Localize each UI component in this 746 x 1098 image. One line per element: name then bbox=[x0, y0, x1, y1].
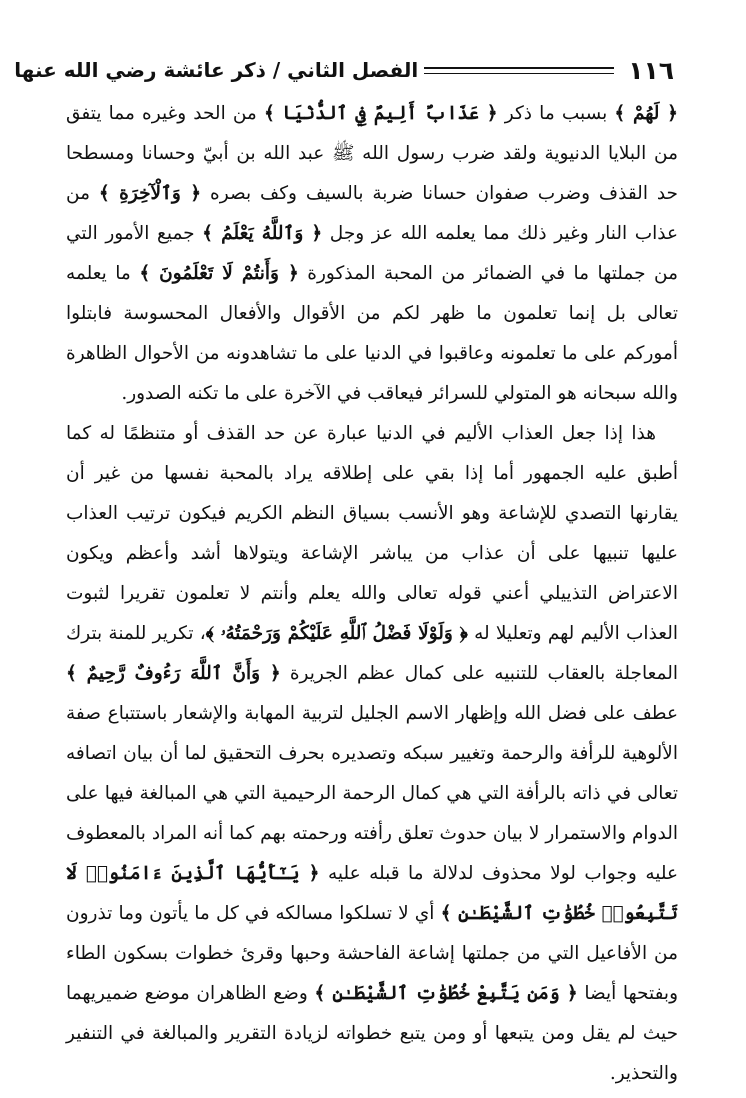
quran-quote: ﴿ وَٱلْآخِرَةِ ﴾ bbox=[98, 183, 202, 204]
text-run: هذا إذا جعل العذاب الأليم في الدنيا عبارة عن حد القذف أو متنظمًا له كما أطبق عليه الجمهور أما إذا بقي على إطلاقه يراد بالمحبة نفسها من غير أن يقارنها التصدي للإشاعة وهو الأنسب بسياق النظم الكريم فيكون ترتيب العذاب عليها تنبيها على أن عذاب من يباشر الإشاعة ويتولاها أشد وأعظم ويكون الاعتراض التذييلي أعني قوله تعالى والله يعلم وأنتم لا تعلمون تقريرا لثبوت العذاب الأليم لهم وتعليلا له bbox=[66, 423, 678, 644]
quran-quote: ﴿ لَهُمْ ﴾ bbox=[614, 103, 678, 124]
quran-quote: ﴿ وَأَنَّ ٱللَّهَ رَءُوفٌ رَّحِيمٌ ﴾ bbox=[66, 663, 281, 684]
chapter-title: الفصل الثاني / ذكر عائشة رضي الله عنها bbox=[14, 58, 419, 82]
quran-quote: ﴿ وَمَن يَتَّبِعْ خُطُوَٰتِ ٱلشَّيْطَـٰنِ ﴾ bbox=[314, 983, 578, 1004]
text-run: أي لا تسلكوا مسالكه في كل ما يأتون وما تذرون من الأفاعيل التي من جملتها إشاعة الفاحشة وحبها وقرئ خطوات بسكون الطاء وبفتحها أيضا bbox=[66, 903, 679, 1004]
text-run: من عذاب النار وغير ذلك مما يعلمه الله عز وجل bbox=[66, 183, 679, 244]
text-run: ما يعلمه تعالى بل إنما تعلمون ما ظهر لكم من الأقوال والأفعال المحسوسة فابتلوا أموركم على ما تعلمونه وعاقبوا في الدنيا على ما تشاهدونه من الأحوال الظاهرة والله سبحانه هو المتولي للسرائر فيعاقب في الآخرة على ما تكنه الصدور. bbox=[66, 263, 678, 404]
quran-quote: ﴿ وَلَوْلَا فَضْلُ ٱللَّهِ عَلَيْكُمْ وَرَحْمَتُهُۥ ﴾ bbox=[205, 623, 468, 644]
text-run: بسبب ما ذكر bbox=[497, 103, 615, 124]
quran-quote: ﴿ يَـٰٓأَيُّهَا ٱلَّذِينَ ءَامَنُوا۟ لَا تَتَّبِعُوا۟ خُطُوَٰتِ ٱلشَّيْطَـٰنِ ﴾ bbox=[66, 863, 678, 924]
header-rule bbox=[424, 67, 614, 74]
paragraph-1 bbox=[66, 94, 678, 414]
body-text bbox=[66, 94, 678, 1094]
text-run: جميع الأمور التي من جملتها ما في الضمائر من المحبة المذكورة bbox=[66, 223, 678, 284]
paragraph-2 bbox=[66, 414, 678, 1094]
running-header bbox=[14, 50, 674, 90]
quran-quote: ﴿ وَأَنتُمْ لَا تَعْلَمُونَ ﴾ bbox=[139, 263, 299, 284]
text-run: ، تكرير للمنة بترك المعاجلة بالعقاب للتنبيه على كمال عظم الجريرة bbox=[66, 623, 678, 684]
quran-quote: ﴿ عَذَابٌ أَلِيمٌ فِي ٱلدُّنْيَا ﴾ bbox=[264, 103, 498, 124]
text-run: من الحد وغيره مما يتفق من البلايا الدنيوية ولقد ضرب رسول الله ﷺ عبد الله بن أبيّ وحسانا ومسطحا حد القذف وضرب صفوان حسانا ضربة بالسيف وكف بصره bbox=[66, 103, 678, 204]
text-run: وضع الظاهران موضع ضميريهما حيث لم يقل ومن يتبعها أو ومن يتبع خطواته لزيادة التقرير والمبالغة في التنفير والتحذير. bbox=[66, 983, 678, 1084]
page-number: ١١٦ bbox=[628, 55, 674, 85]
quran-quote: ﴿ وَٱللَّهُ يَعْلَمُ ﴾ bbox=[202, 223, 323, 244]
text-run: عطف على فضل الله وإظهار الاسم الجليل لتربية المهابة والإشعار باستتباع صفة الألوهية للرأفة والرحمة وتغيير سبكه وتصديره بحرف التحقيق لما أن بيان اتصافه تعالى في ذاته بالرأفة التي هي كمال الرحمة الرحيمية التي هي المبالغة فيها على الدوام والاستمرار لا بيان حدوث تعلق رأفته ورحمته بهم كما أنه المراد بالمعطوف عليه وجواب لولا محذوف لدلالة ما قبله عليه bbox=[66, 703, 678, 884]
